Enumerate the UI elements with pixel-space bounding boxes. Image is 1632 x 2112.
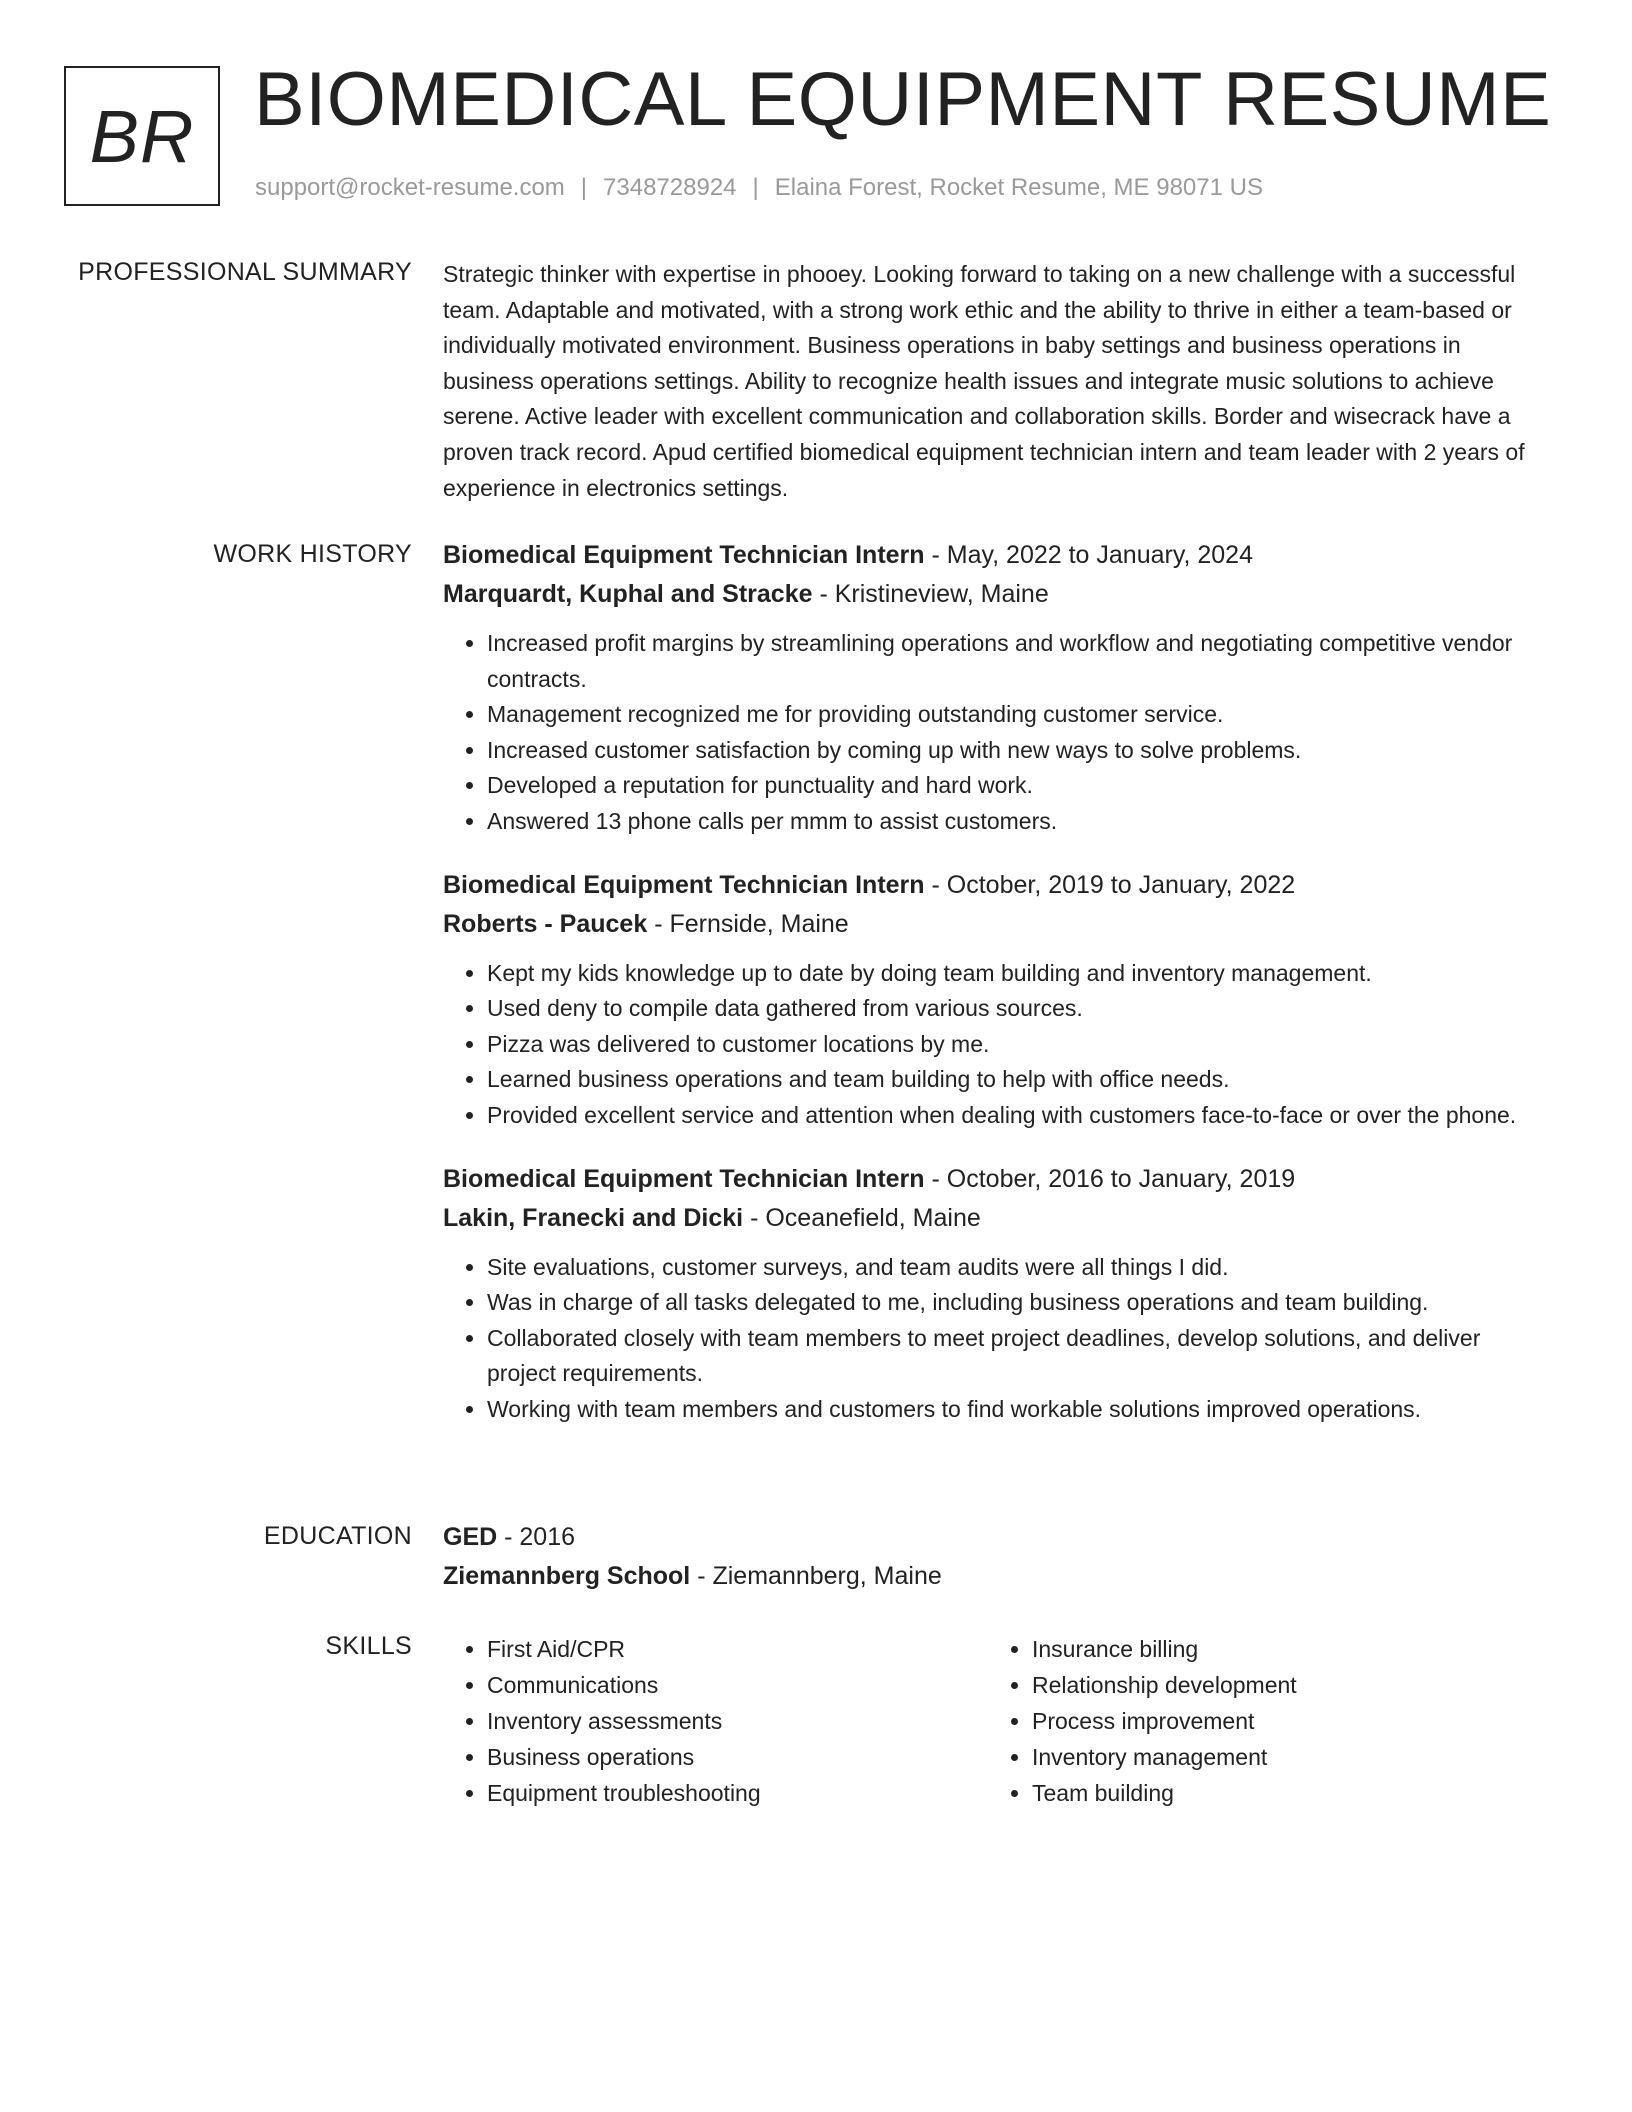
- skill-item: • Relationship development: [1032, 1667, 1533, 1703]
- resume-title: BIOMEDICAL EQUIPMENT RESUME: [254, 57, 1552, 142]
- list-item: • Management recognized me for providing outstanding customer service.: [487, 697, 1553, 733]
- job-dates: - October, 2016 to January, 2019: [924, 1164, 1296, 1193]
- section-label: WORK HISTORY: [213, 540, 412, 568]
- job-bullets: [443, 626, 1553, 840]
- job-dates: - October, 2019 to January, 2022: [924, 870, 1296, 899]
- skills-column-right: [988, 1631, 1533, 1811]
- job-company: Marquardt, Kuphal and Stracke: [443, 580, 813, 608]
- skill-item: • First Aid/CPR: [487, 1631, 988, 1667]
- job-title: Biomedical Equipment Technician Intern: [443, 541, 925, 569]
- job-bullets: [443, 1250, 1553, 1428]
- list-item: • Developed a reputation for punctuality and hard work.: [487, 768, 1553, 804]
- section-label: PROFESSIONAL SUMMARY: [78, 258, 412, 286]
- list-item: • Kept my kids knowledge up to date by doing team building and inventory management.: [487, 956, 1553, 992]
- job-company-line: [443, 905, 1553, 944]
- education-degree: GED: [443, 1523, 498, 1551]
- job-location: - Kristineview, Maine: [812, 580, 1049, 608]
- education-location: - Ziemannberg, Maine: [690, 1562, 942, 1590]
- list-item: • Working with team members and customers to find workable solutions improved operations.: [487, 1392, 1553, 1428]
- contact-separator: |: [580, 174, 588, 201]
- job-company: Lakin, Franecki and Dicki: [443, 1203, 744, 1232]
- monogram-initials: BR: [89, 94, 195, 178]
- list-item: • Used deny to compile data gathered from various sources.: [487, 991, 1553, 1027]
- contact-address: Elaina Forest, Rocket Resume, ME 98071 US: [774, 174, 1263, 201]
- list-item: • Site evaluations, customer surveys, and team audits were all things I did.: [487, 1250, 1553, 1286]
- education-school-line: [443, 1557, 1553, 1596]
- list-item: • Collaborated closely with team members to meet project deadlines, develop solutions, and deliver project requirements.: [487, 1321, 1553, 1392]
- list-item: • Provided excellent service and attention when dealing with customers face-to-face or over the phone.: [487, 1098, 1553, 1134]
- contact-phone[interactable]: 7348728924: [603, 174, 737, 201]
- job-company-line: [443, 575, 1553, 614]
- contact-email[interactable]: support@rocket-resume.com: [255, 174, 565, 201]
- job-bullets: [443, 956, 1553, 1134]
- list-item: • Pizza was delivered to customer locations by me.: [487, 1027, 1553, 1063]
- job-title-line: [443, 1160, 1553, 1199]
- contact-separator: |: [752, 174, 759, 201]
- section-label: EDUCATION: [263, 1522, 412, 1550]
- job-title: Biomedical Equipment Technician Intern: [443, 870, 925, 899]
- skill-item: • Equipment troubleshooting: [487, 1775, 988, 1811]
- skill-item: • Inventory management: [1032, 1739, 1533, 1775]
- skill-item: • Insurance billing: [1032, 1631, 1533, 1667]
- skill-item: • Inventory assessments: [487, 1703, 988, 1739]
- job-entry: [443, 536, 1553, 840]
- skill-item: • Team building: [1032, 1775, 1533, 1811]
- skills-column-left: [443, 1631, 988, 1811]
- list-item: • Increased profit margins by streamlining operations and workflow and negotiating competitive vendor contracts.: [487, 626, 1553, 697]
- summary-text: Strategic thinker with expertise in phooey. Looking forward to taking on a new challenge with a successful team. Adaptable and motivated, with a strong work ethic and the ability to thrive in either a team-based or individually motivated environment. Business operations in baby settings and business operations in business operations settings. Ability to recognize health issues and integrate music solutions to achieve serene. Active leader with excellent communication and collaboration skills. Border and wisecrack have a proven track record. Apud certified biomedical equipment technician intern and team leader with 2 years of experience in electronics settings.: [443, 261, 1525, 501]
- job-title-line: [443, 536, 1553, 575]
- job-title: Biomedical Equipment Technician Intern: [443, 1164, 925, 1193]
- list-item: • Increased customer satisfaction by coming up with new ways to solve problems.: [487, 733, 1553, 769]
- job-entry: [443, 1160, 1553, 1428]
- education-school: Ziemannberg School: [443, 1562, 691, 1590]
- education-year: - 2016: [497, 1523, 576, 1551]
- job-company-line: [443, 1199, 1553, 1238]
- list-item: • Was in charge of all tasks delegated to me, including business operations and team building.: [487, 1285, 1553, 1321]
- job-location: - Oceanefield, Maine: [743, 1203, 981, 1232]
- monogram-badge: [64, 66, 220, 206]
- section-label: SKILLS: [325, 1632, 412, 1660]
- job-company: Roberts - Paucek: [443, 909, 648, 938]
- job-location: - Fernside, Maine: [647, 909, 849, 938]
- education-degree-line: [443, 1518, 1553, 1557]
- skill-item: • Process improvement: [1032, 1703, 1533, 1739]
- list-item: • Answered 13 phone calls per mmm to assist customers.: [487, 804, 1553, 840]
- skill-item: • Communications: [487, 1667, 988, 1703]
- skills-columns: [443, 1631, 1553, 1811]
- contact-line: [255, 174, 1263, 202]
- job-title-line: [443, 866, 1553, 905]
- job-dates: - May, 2022 to January, 2024: [924, 541, 1253, 569]
- list-item: • Learned business operations and team building to help with office needs.: [487, 1062, 1553, 1098]
- job-entry: [443, 866, 1553, 1134]
- skill-item: • Business operations: [487, 1739, 988, 1775]
